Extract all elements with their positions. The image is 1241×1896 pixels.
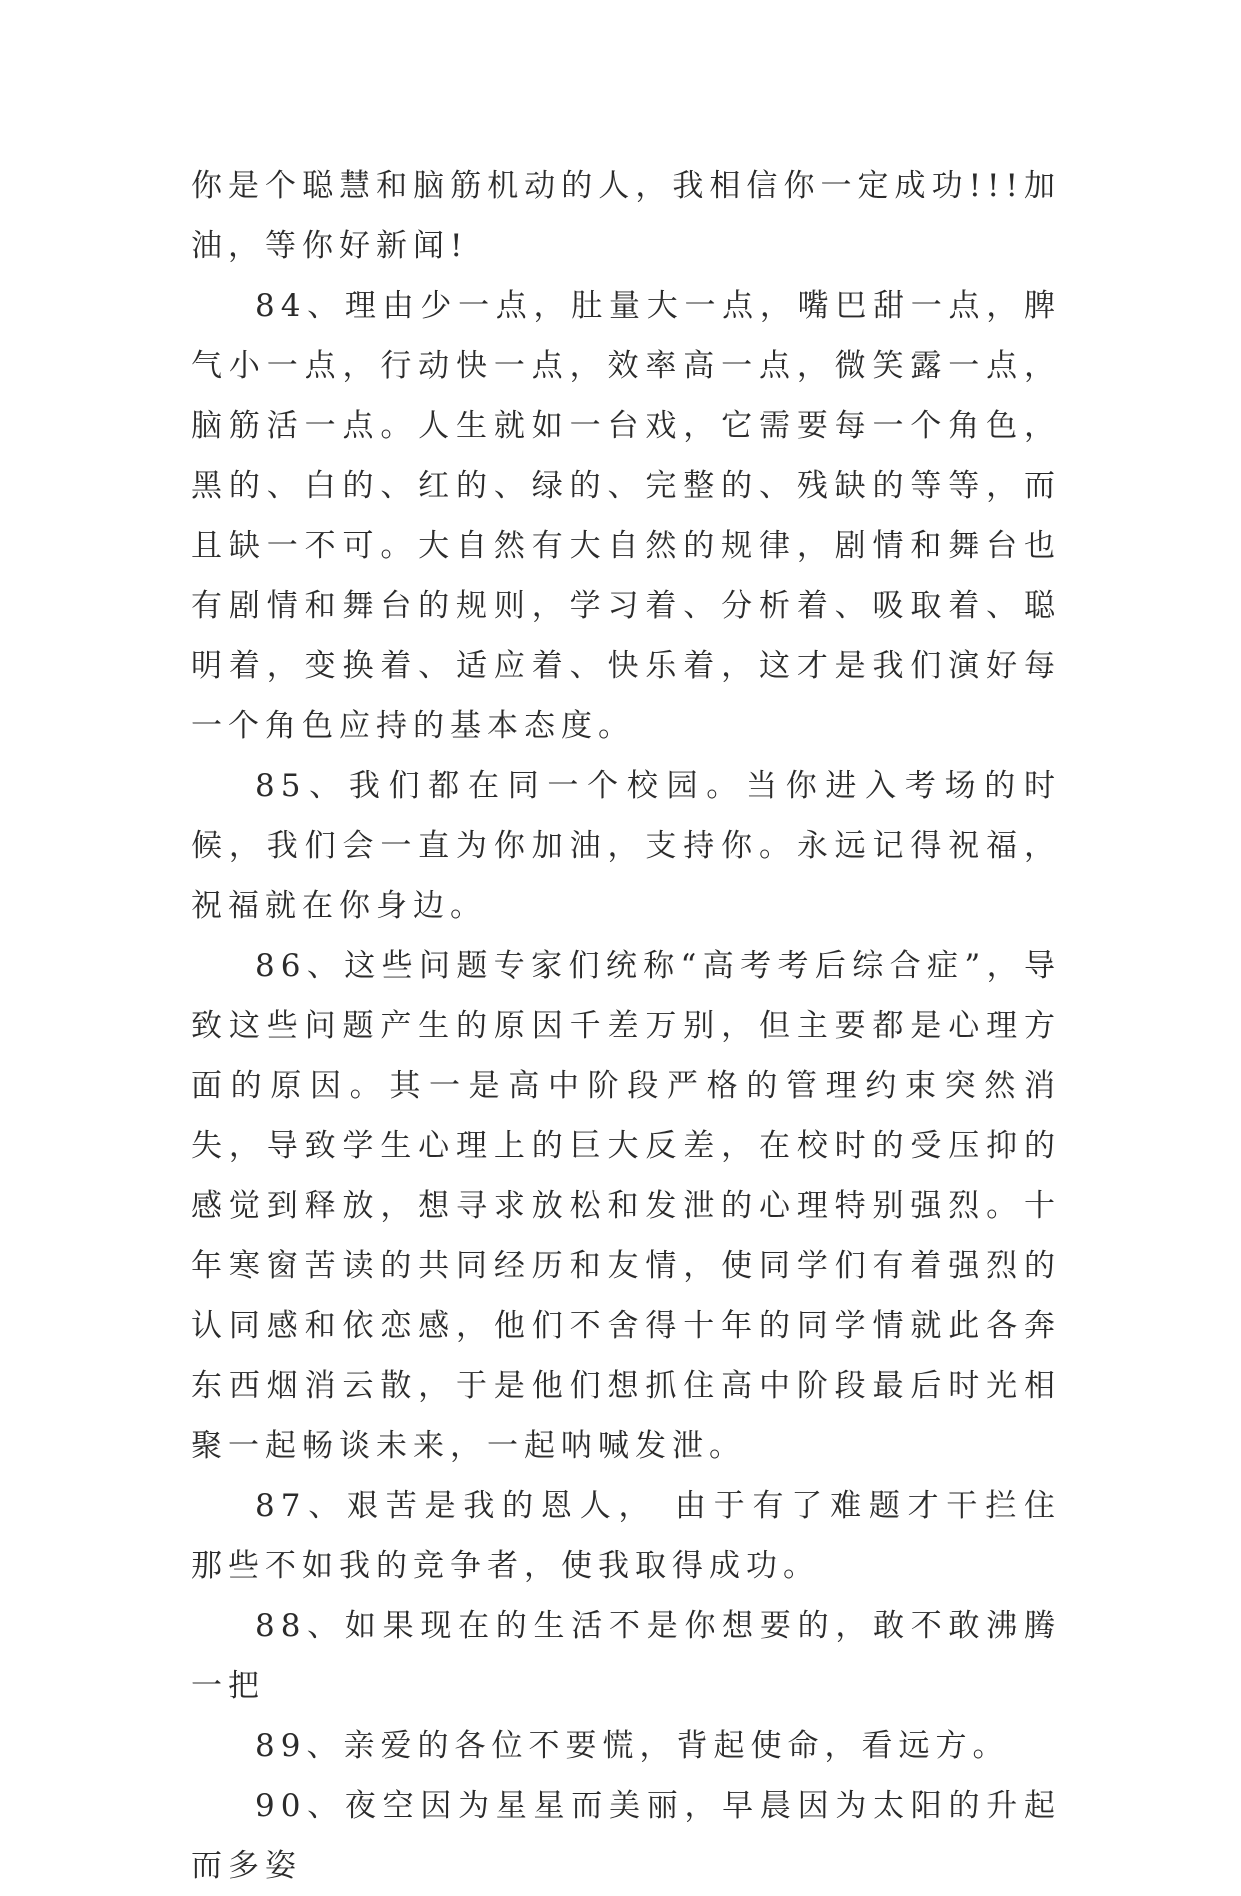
paragraph-88: 88、如果现在的生活不是你想要的，敢不敢沸腾一把 (191, 1608, 1061, 1704)
paragraph-86: 86、这些问题专家们统称“高考考后综合症”，导致这些问题产生的原因千差万别，但主要都是心理方面的原因。其一是高中阶段严格的管理约束突然消失，导致学生心理上的巨大反差，在校时的受压抑的感觉到释放，想寻求放松和发泄的心理特别强烈。十年寒窗苦读的共同经历和友情，使同学们有着强烈的认同感和依恋感，他们不舍得十年的同学情就此各奔东西烟消云散，于是他们想抓住高中阶段最后时光相聚一起畅谈未来，一起呐喊发泄。 (191, 948, 1061, 1464)
document-body (191, 156, 1061, 1896)
paragraph-85: 85、我们都在同一个校园。当你进入考场的时候，我们会一直为你加油，支持你。永远记得祝福，祝福就在你身边。 (191, 768, 1061, 924)
paragraph-90: 90、夜空因为星星而美丽，早晨因为太阳的升起而多姿 (191, 1788, 1061, 1884)
paragraph-84: 84、理由少一点，肚量大一点，嘴巴甜一点，脾气小一点，行动快一点，效率高一点，微笑露一点，脑筋活一点。人生就如一台戏，它需要每一个角色，黑的、白的、红的、绿的、完整的、残缺的等等，而且缺一不可。大自然有大自然的规律，剧情和舞台也有剧情和舞台的规则，学习着、分析着、吸取着、聪明着，变换着、适应着、快乐着，这才是我们演好每一个角色应持的基本态度。 (191, 288, 1061, 744)
paragraph-89: 89、亲爱的各位不要慌，背起使命，看远方。 (255, 1728, 1010, 1764)
paragraph-87: 87、艰苦是我的恩人， 由于有了难题才干拦住那些不如我的竞争者，使我取得成功。 (191, 1488, 1061, 1584)
paragraph-intro: 你是个聪慧和脑筋机动的人，我相信你一定成功!!!加油，等你好新闻! (191, 168, 1061, 264)
